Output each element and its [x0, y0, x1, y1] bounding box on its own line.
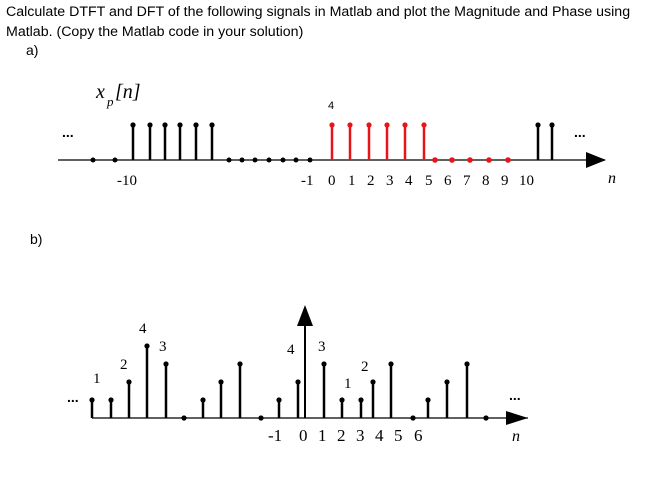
tick-label-a: 5	[425, 173, 433, 189]
signal-subscript: p	[107, 94, 114, 109]
tick-label-a: -1	[301, 173, 314, 189]
stem-marker	[358, 397, 363, 402]
stem-marker	[402, 122, 407, 127]
ellipsis-right-b: ...	[509, 387, 521, 403]
stem-marker	[91, 158, 96, 163]
stem-marker	[421, 122, 426, 127]
tick-label-b: 3	[356, 426, 365, 445]
tick-label-b: 0	[299, 426, 308, 445]
figure-a	[58, 81, 616, 189]
tick-label-a: 3	[386, 173, 394, 189]
axis-arrow-a	[586, 152, 606, 168]
tick-label-a: 1	[348, 173, 356, 189]
stem-marker	[193, 122, 198, 127]
tick-label-a: 4	[405, 173, 413, 189]
stem-marker	[339, 397, 344, 402]
stem-marker	[267, 158, 272, 163]
stem-marker	[147, 122, 152, 127]
stem-marker	[253, 158, 258, 163]
stem-marker	[227, 158, 232, 163]
tick-label-b: -1	[268, 426, 283, 445]
stem-marker	[276, 397, 281, 402]
tick-label-a: 9	[501, 173, 509, 189]
axis-variable-b: n	[512, 428, 520, 445]
stem-marker	[294, 158, 299, 163]
signal-argument: [n]	[115, 81, 141, 103]
stem-marker	[347, 122, 352, 127]
figure-b	[67, 305, 528, 445]
stem-marker	[281, 158, 286, 163]
value-label-b: 2	[361, 359, 369, 375]
tick-label-b: 2	[337, 426, 346, 445]
stem-marker	[370, 379, 375, 384]
axis-variable-a: n	[608, 170, 616, 187]
tick-label-a: -10	[117, 173, 137, 189]
tick-label-a: 2	[367, 173, 375, 189]
stem-marker	[505, 157, 511, 163]
stem-marker	[126, 379, 131, 384]
stem-marker	[200, 397, 205, 402]
tick-label-b: 1	[318, 426, 327, 445]
tick-label-a: 0	[328, 173, 336, 189]
part-b-label: b)	[30, 231, 43, 247]
stem-marker	[209, 122, 214, 127]
tick-label-a: 6	[444, 173, 452, 189]
stem-marker	[366, 122, 371, 127]
peak-label: 4	[328, 100, 335, 112]
signal-label: x	[96, 81, 105, 103]
stem-marker	[486, 157, 492, 163]
stem-marker	[535, 122, 540, 127]
stem-marker	[237, 361, 242, 366]
stem-marker	[549, 122, 554, 127]
ellipsis-right-a: ...	[574, 124, 586, 140]
stem-marker	[108, 397, 113, 402]
stem-marker	[444, 379, 449, 384]
part-a-label: a)	[26, 42, 39, 58]
value-label-b: 4	[287, 342, 295, 358]
stem-marker	[384, 122, 389, 127]
stem-marker	[467, 157, 473, 163]
stem-marker	[89, 397, 94, 402]
stem-marker	[295, 379, 300, 384]
stem-marker	[410, 415, 415, 420]
value-label-b: 1	[93, 371, 101, 387]
stem-marker	[240, 158, 245, 163]
stem-marker	[432, 157, 438, 163]
stem-marker	[329, 122, 334, 127]
stem-marker	[258, 415, 263, 420]
impulse-arrow-head	[297, 305, 313, 326]
tick-label-a: 8	[482, 173, 490, 189]
stem-marker	[162, 122, 167, 127]
value-label-b: 3	[159, 339, 167, 355]
stem-marker	[449, 157, 455, 163]
tick-label-a: 7	[463, 173, 471, 189]
stem-marker	[144, 343, 149, 348]
value-label-b: 1	[344, 376, 352, 392]
question-line-1: Calculate DTFT and DFT of the following signals in Matlab and plot the Magnitude and Phase using	[6, 4, 631, 20]
ellipsis-left-b: ...	[67, 389, 79, 405]
stem-marker	[177, 122, 182, 127]
stem-marker	[425, 397, 430, 402]
tick-label-b: 6	[414, 426, 423, 445]
value-label-b: 3	[318, 339, 326, 355]
value-label-b: 2	[120, 357, 128, 373]
tick-label-a: 10	[519, 173, 534, 189]
stem-marker	[483, 415, 488, 420]
stem-marker	[388, 361, 393, 366]
stem-marker	[113, 158, 118, 163]
tick-label-b: 4	[375, 426, 384, 445]
stem-marker	[130, 122, 135, 127]
stems-a	[91, 122, 555, 162]
tick-label-b: 5	[394, 426, 403, 445]
stem-marker	[163, 361, 168, 366]
question-line-2: Matlab. (Copy the Matlab code in your solution)	[6, 24, 304, 40]
stem-marker	[308, 158, 313, 163]
ellipsis-left-a: ...	[62, 124, 74, 140]
stem-marker	[464, 361, 469, 366]
stem-marker	[321, 361, 326, 366]
stem-marker	[218, 379, 223, 384]
axis-arrow-b	[506, 411, 528, 425]
stem-marker	[181, 415, 186, 420]
value-label-b: 4	[139, 321, 147, 337]
